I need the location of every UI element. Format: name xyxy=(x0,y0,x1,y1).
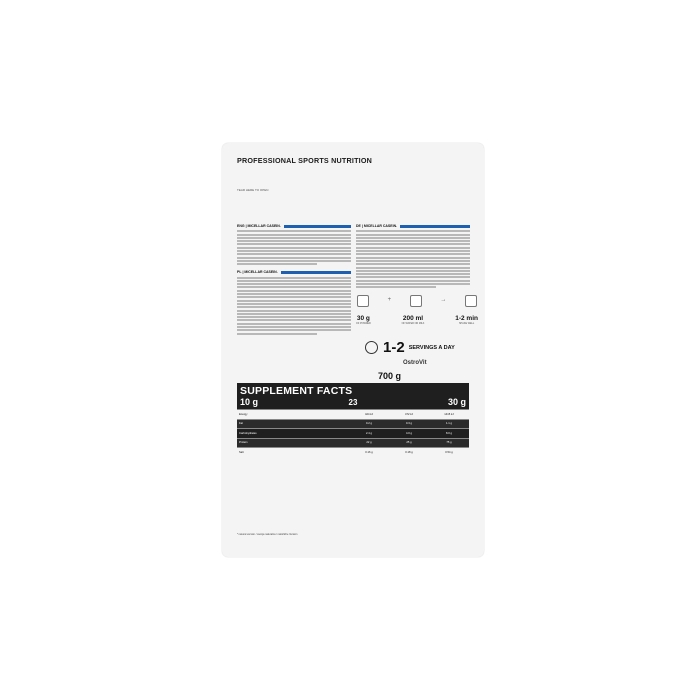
serving-value: 30 g xyxy=(447,397,466,407)
scoop-icon xyxy=(357,295,369,307)
text-line xyxy=(237,243,351,245)
text-line xyxy=(356,247,470,249)
english-header: ENG | MICELLAR CASEIN. xyxy=(237,223,351,229)
row-value: 1.1 g xyxy=(446,422,452,426)
footer-note: * natural version / wersja naturalna / natürliche Version xyxy=(237,533,298,536)
brand-header: PROFESSIONAL SPORTS NUTRITION xyxy=(237,156,373,165)
text-line xyxy=(356,276,470,278)
plus-icon: + xyxy=(387,297,392,303)
text-line xyxy=(237,237,351,239)
text-line xyxy=(237,240,351,242)
shake-label: SHAKE WELL xyxy=(458,322,475,325)
usage-stats xyxy=(356,315,478,325)
text-line xyxy=(356,237,470,239)
shake-stat xyxy=(455,315,478,325)
water-label: OF WATER OR MILK xyxy=(401,322,425,325)
row-name: Fat xyxy=(239,422,243,426)
powder-value: 30 g xyxy=(356,315,370,322)
row-value: 0.3 g xyxy=(406,422,412,426)
table-row xyxy=(237,447,469,457)
row-value: 2.4 g xyxy=(366,431,372,435)
row-value: 0.2 g xyxy=(366,422,372,426)
table-row xyxy=(237,438,469,448)
product-package xyxy=(222,143,484,557)
brand-logo: OstroVit xyxy=(403,360,427,366)
text-line xyxy=(237,263,317,265)
row-value: 25 g xyxy=(406,441,412,445)
text-line xyxy=(237,260,351,262)
text-line xyxy=(356,286,436,288)
row-value: 472 kJ xyxy=(405,412,413,416)
text-line xyxy=(356,273,470,275)
row-name: Salt xyxy=(239,450,244,454)
polish-code: PL xyxy=(237,270,242,275)
polish-title: MICELLAR CASEIN. xyxy=(244,270,278,275)
english-title: MICELLAR CASEIN. xyxy=(247,224,281,228)
row-value: 1415 kJ xyxy=(444,412,454,416)
row-value: 424 kJ xyxy=(365,412,373,416)
clock-icon xyxy=(365,341,378,354)
text-line xyxy=(237,306,351,308)
german-section xyxy=(356,223,470,290)
german-title: MICELLAR CASEIN. xyxy=(363,224,398,228)
text-line xyxy=(237,293,351,295)
text-line xyxy=(237,303,351,305)
table-row xyxy=(237,419,469,429)
text-line xyxy=(356,283,470,285)
text-line xyxy=(237,313,351,315)
text-line xyxy=(237,296,351,298)
powder-label: OF POWDER xyxy=(356,322,371,325)
shaker-icon xyxy=(465,295,477,307)
text-line xyxy=(237,253,351,255)
text-line xyxy=(356,250,470,252)
text-line xyxy=(356,234,470,236)
text-line xyxy=(237,257,351,259)
text-line xyxy=(237,286,351,288)
net-weight: 700 g xyxy=(378,371,402,381)
text-line xyxy=(237,234,351,236)
german-header: DE | MICELLAR CASEIN. xyxy=(356,223,470,229)
servings-number: 1-2 xyxy=(383,339,405,356)
english-section xyxy=(237,223,351,336)
servings-per-container: 23 xyxy=(348,398,358,407)
row-value: 0.16 g xyxy=(365,450,373,454)
text-line xyxy=(237,333,317,335)
text-line xyxy=(356,243,470,245)
row-value: 0.18 g xyxy=(405,450,413,454)
serving-row xyxy=(237,397,469,409)
text-line xyxy=(237,290,351,292)
row-value: 8.0 g xyxy=(446,431,452,435)
servings-block xyxy=(365,339,455,356)
text-line xyxy=(237,319,351,321)
supplement-facts-table xyxy=(237,383,469,457)
row-name: Energy xyxy=(239,412,248,416)
english-code: ENG xyxy=(237,224,245,228)
text-line xyxy=(356,240,470,242)
text-line xyxy=(356,280,470,282)
table-row xyxy=(237,428,469,438)
text-line xyxy=(237,326,351,328)
table-row xyxy=(237,409,469,419)
text-line xyxy=(237,310,351,312)
text-line xyxy=(356,230,470,232)
row-name: Carbohydrates xyxy=(239,431,257,435)
text-line xyxy=(356,270,470,272)
text-line xyxy=(237,277,351,279)
blue-bar xyxy=(284,225,351,228)
glass-icon xyxy=(410,295,422,307)
blue-bar xyxy=(281,271,351,274)
row-value: 0.54 g xyxy=(445,450,453,454)
text-line xyxy=(237,329,351,331)
text-line xyxy=(237,280,351,282)
powder-stat xyxy=(356,315,371,325)
usage-icons xyxy=(357,295,477,307)
text-line xyxy=(356,253,470,255)
text-line xyxy=(356,260,470,262)
text-line xyxy=(237,316,351,318)
row-value: 22 g xyxy=(366,441,372,445)
blue-bar xyxy=(400,225,470,228)
row-value: 4.0 g xyxy=(406,431,412,435)
tear-instruction: TEAR HERE TO OPEN xyxy=(237,188,269,192)
german-code: DE xyxy=(356,224,361,228)
text-line xyxy=(356,267,470,269)
text-line xyxy=(237,247,351,249)
text-line xyxy=(237,300,351,302)
servings-text: SERVINGS A DAY xyxy=(408,344,455,351)
water-stat xyxy=(402,315,425,325)
text-line xyxy=(356,263,470,265)
row-name: Protein xyxy=(239,441,248,445)
text-line xyxy=(237,250,351,252)
supplement-facts-title: SUPPLEMENT FACTS xyxy=(240,385,353,397)
shake-value: 1-2 min xyxy=(455,315,478,322)
arrow-right-icon: → xyxy=(440,297,447,303)
text-line xyxy=(237,230,351,232)
row-value: 75 g xyxy=(446,441,452,445)
water-value: 200 ml xyxy=(402,315,424,322)
text-line xyxy=(237,323,351,325)
text-line xyxy=(356,257,470,259)
serving-size-value: 10 g xyxy=(240,397,259,407)
text-line xyxy=(237,283,351,285)
polish-header: PL | MICELLAR CASEIN. xyxy=(237,269,351,275)
